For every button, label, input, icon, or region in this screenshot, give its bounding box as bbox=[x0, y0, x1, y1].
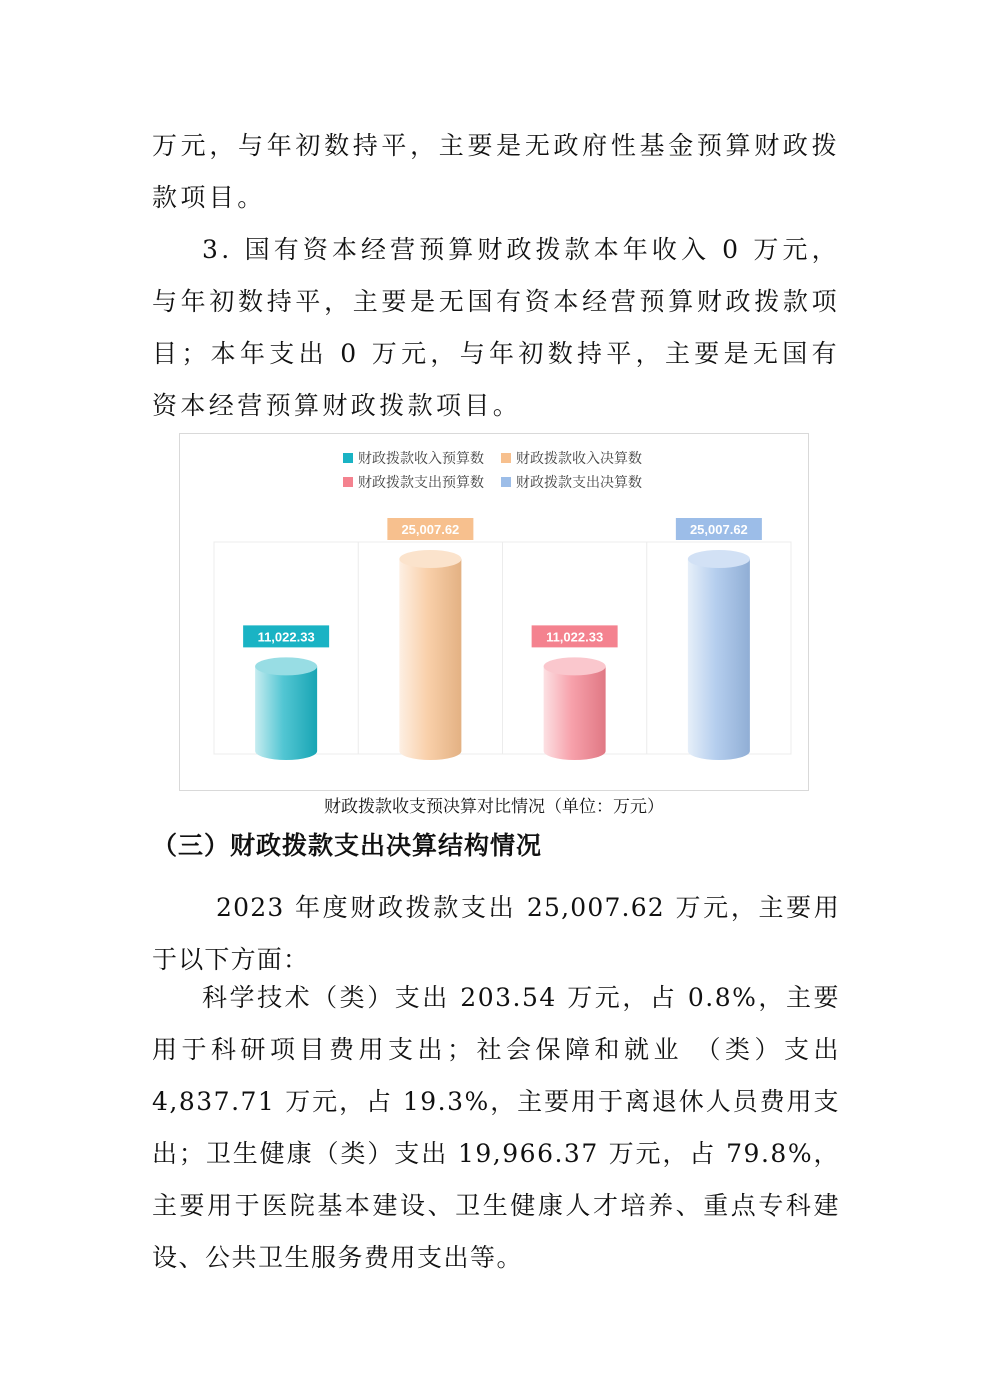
bar-body-3 bbox=[544, 666, 606, 760]
bar-1 bbox=[255, 657, 317, 760]
bar-top-3 bbox=[544, 657, 606, 675]
data-label-4: 25,007.62 bbox=[689, 522, 748, 537]
data-label-1: 11,022.33 bbox=[257, 629, 315, 645]
bar-body-4 bbox=[688, 559, 750, 760]
legend-label-3: 财政拨款支出预算数 bbox=[358, 475, 484, 491]
chart-caption: 财政拨款收支预决算对比情况（单位：万元） bbox=[324, 797, 664, 817]
legend-label-4: 财政拨款支出决算数 bbox=[516, 475, 642, 491]
bar-top-4 bbox=[688, 550, 750, 568]
bar-3 bbox=[544, 657, 606, 760]
bar-top-2 bbox=[399, 550, 461, 568]
data-label-2: 25,007.62 bbox=[401, 522, 460, 537]
bar-chart bbox=[180, 434, 808, 790]
legend-label-1: 财政拨款收入预算数 bbox=[358, 451, 484, 467]
bar-2 bbox=[399, 550, 461, 760]
paragraph-expenditure-summary: 2023 年度财政拨款支出 25,007.62 万元，主要用于以下方面： bbox=[152, 893, 840, 974]
bar-4 bbox=[688, 550, 750, 760]
paragraph-fund-continued: 万元，与年初数持平，主要是无政府性基金预算财政拨款项目。 bbox=[152, 131, 840, 212]
bar-top-1 bbox=[255, 657, 317, 675]
paragraph-state-capital: 3. 国有资本经营预算财政拨款本年收入 0 万元，与年初数持平，主要是无国有资本经营预算财政拨款项目；本年支出 0 万元，与年初数持平，主要是无国有资本经营预算财政拨款项目。 bbox=[152, 235, 840, 420]
paragraph-expenditure-detail: 科学技术（类）支出 203.54 万元，占 0.8%，主要用于科研项目费用支出；社会保障和就业 （类）支出 4,837.71 万元，占 19.3%，主要用于离退休人员费用支出；卫生健康（类）支出 19,966.37 万元，占 79.8%，主要用于医院基本建设、卫生健康人才培养、重点专科建设、公共卫生服务费用支出等。 bbox=[152, 983, 840, 1272]
chart-frame bbox=[179, 433, 809, 791]
bar-body-1 bbox=[255, 666, 317, 760]
section-heading: （三）财政拨款支出决算结构情况 bbox=[152, 831, 543, 860]
bar-body-2 bbox=[399, 559, 461, 760]
data-label-3: 11,022.33 bbox=[546, 629, 604, 645]
legend-label-2: 财政拨款收入决算数 bbox=[516, 451, 642, 467]
